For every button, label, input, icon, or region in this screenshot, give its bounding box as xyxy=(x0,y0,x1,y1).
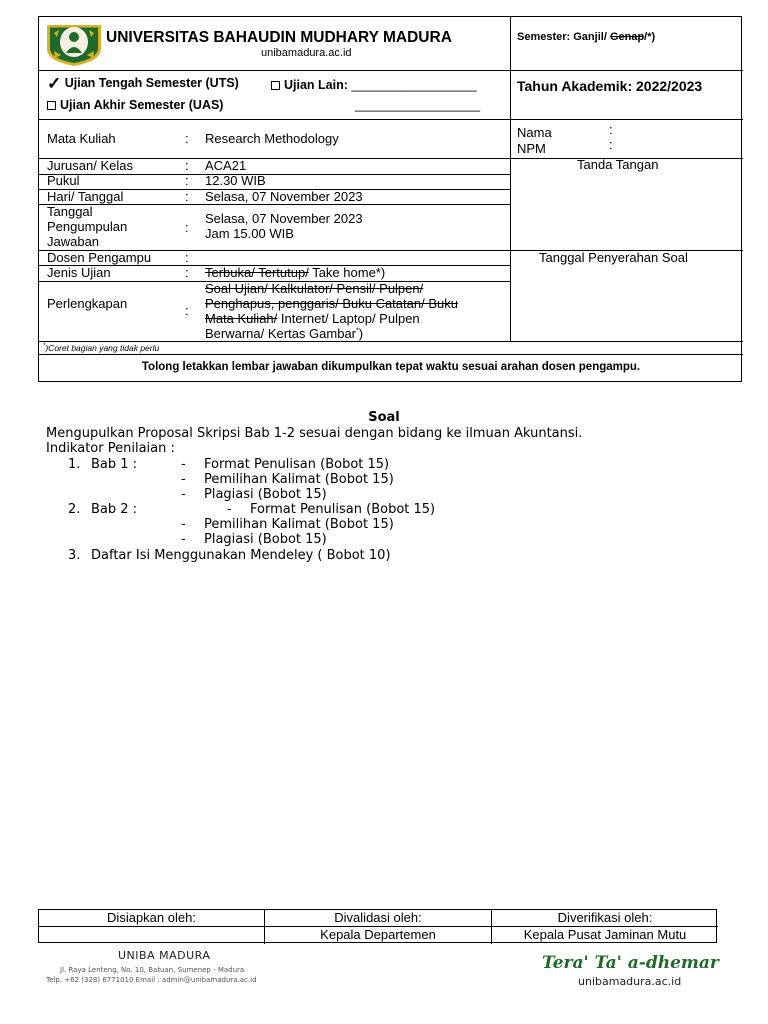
university-logo xyxy=(45,21,103,67)
university-website: unibamadura.ac.id xyxy=(261,47,352,59)
column-divider xyxy=(510,17,511,341)
bullet-dash: - xyxy=(181,532,186,547)
prepared-by-label: Disiapkan oleh: xyxy=(107,910,196,925)
footer-motto: Tera' Ta' a-dhemar xyxy=(542,953,719,973)
jurusan-label: Jurusan/ Kelas xyxy=(47,158,133,173)
semester-suffix: /*) xyxy=(644,31,656,43)
rule xyxy=(39,174,510,175)
perlengkapan-line2: Penghapus, penggaris/ Buku Catatan/ Buku xyxy=(205,296,458,311)
npm-label: NPM xyxy=(517,141,546,156)
soal-title: Soal xyxy=(368,410,400,425)
indicator-heading: Indikator Penilaian : xyxy=(46,441,175,456)
academic-year: Tahun Akademik: 2022/2023 xyxy=(517,78,703,94)
pukul-label: Pukul xyxy=(47,173,80,188)
exam-other-blank: __________________ xyxy=(351,78,477,92)
colon: : xyxy=(185,265,189,280)
mata-kuliah-value: Research Methodology xyxy=(205,131,339,146)
perlengkapan-selected-2: Berwarna/ Kertas Gambar xyxy=(205,326,357,341)
university-name: UNIVERSITAS BAHAUDIN MUDHARY MADURA xyxy=(106,29,452,46)
instruction-text: Tolong letakkan lembar jawaban dikumpulkan tepat waktu sesuai arahan dosen pengampu. xyxy=(141,361,641,373)
checkbox-checked-icon[interactable]: ✓ xyxy=(47,74,62,93)
semester-field xyxy=(517,31,655,43)
tanggal-value-line1: Selasa, 07 November 2023 xyxy=(205,211,363,226)
footer-address: Jl. Raya Lenteng, No. 10, Batuan, Sumenep - Madura xyxy=(60,966,245,974)
footnote-text: )Coret bagian yang tidak perlu xyxy=(45,342,160,353)
tanggal-value-line2: Jam 15.00 WIB xyxy=(205,226,294,241)
exam-other-label: Ujian Lain: xyxy=(284,78,348,92)
mata-kuliah-label: Mata Kuliah xyxy=(47,131,116,146)
exam-uts-option[interactable] xyxy=(47,75,239,92)
bullet-dash: - xyxy=(227,502,232,517)
item-label: Bab 1 : xyxy=(91,457,138,472)
colon: : xyxy=(185,220,189,235)
footer-name: UNIBA MADURA xyxy=(118,949,211,962)
colon: : xyxy=(609,122,613,137)
footer-website: unibamadura.ac.id xyxy=(578,975,682,988)
tanggal-label-line1: Tanggal xyxy=(47,204,93,219)
jenis-struck: Terbuka/ Tertutup/ xyxy=(205,265,309,280)
validated-by-label: Divalidasi oleh: xyxy=(334,910,422,925)
perlengkapan-close: ) xyxy=(358,326,364,341)
tanggal-penyerahan-label: Tanggal Penyerahan Soal xyxy=(539,250,688,265)
semester-label: Semester: Ganjil/ xyxy=(517,31,607,43)
checkbox-icon[interactable] xyxy=(271,81,280,90)
footnote xyxy=(43,343,159,353)
jurusan-value: ACA21 xyxy=(205,158,247,173)
rule xyxy=(39,354,743,355)
jenis-selected: Take home*) xyxy=(308,265,386,280)
exam-uas-label: Ujian Akhir Semester (UAS) xyxy=(60,98,224,112)
criteria-item: Format Penulisan (Bobot 15) xyxy=(250,502,436,517)
rule xyxy=(39,119,743,120)
colon: : xyxy=(609,137,613,152)
perlengkapan-line3 xyxy=(205,312,420,326)
rule xyxy=(39,70,743,71)
jenis-value xyxy=(205,266,385,280)
item-number: 1. xyxy=(68,457,81,472)
perlengkapan-struck: Mata Kuliah/ xyxy=(205,311,278,326)
checkbox-icon[interactable] xyxy=(47,101,56,110)
bullet-dash: - xyxy=(181,517,186,532)
verified-by-label: Diverifikasi oleh: xyxy=(557,910,653,925)
semester-struck: Genap xyxy=(609,31,645,43)
colon: : xyxy=(185,173,189,188)
exam-uas-blank: __________________ xyxy=(355,98,481,112)
exam-uas-option[interactable] xyxy=(47,99,223,113)
exam-other-option[interactable] xyxy=(271,79,477,93)
footer-contact: Telp. +62 (328) 6771010 Email : admin@unibamadura.ac.id xyxy=(46,976,257,984)
verifier-role: Kepala Pusat Jaminan Mutu xyxy=(523,927,687,942)
nama-label: Nama xyxy=(517,125,552,140)
tanggal-label-line2: Pengumpulan xyxy=(47,219,128,234)
bullet-dash: - xyxy=(181,487,186,502)
perlengkapan-label: Perlengkapan xyxy=(47,296,128,311)
item-number: 3. xyxy=(68,548,81,563)
colon: : xyxy=(185,250,189,265)
item-number: 2. xyxy=(68,502,81,517)
exam-uts-label: Ujian Tengah Semester (UTS) xyxy=(64,76,239,90)
validator-role: Kepala Departemen xyxy=(320,927,436,942)
pukul-value: 12.30 WIB xyxy=(205,173,266,188)
perlengkapan-selected: Internet/ Laptop/ Pulpen xyxy=(277,311,420,326)
colon: : xyxy=(185,158,189,173)
colon: : xyxy=(185,303,189,318)
tanda-tangan-label: Tanda Tangan xyxy=(577,157,659,172)
tanggal-label-line3: Jawaban xyxy=(47,234,100,249)
criteria-item: Plagiasi (Bobot 15) xyxy=(204,532,327,547)
hari-value: Selasa, 07 November 2023 xyxy=(205,189,363,204)
criteria-item: Pemilihan Kalimat (Bobot 15) xyxy=(204,472,394,487)
bullet-dash: - xyxy=(181,457,186,472)
bullet-dash: - xyxy=(181,472,186,487)
item-label: Daftar Isi Menggunakan Mendeley ( Bobot 10) xyxy=(91,548,391,563)
footnote-marker: * xyxy=(356,327,359,335)
criteria-item: Pemilihan Kalimat (Bobot 15) xyxy=(204,517,394,532)
colon: : xyxy=(185,131,189,146)
perlengkapan-line1: Soal Ujian/ Kalkulator/ Pensil/ Pulpen/ xyxy=(205,281,424,296)
criteria-item: Format Penulisan (Bobot 15) xyxy=(204,457,390,472)
dosen-label: Dosen Pengampu xyxy=(47,250,152,265)
signature-table xyxy=(38,909,717,943)
criteria-item: Plagiasi (Bobot 15) xyxy=(204,487,327,502)
colon: : xyxy=(185,189,189,204)
footnote-sup: * xyxy=(43,343,46,349)
item-label: Bab 2 : xyxy=(91,502,138,517)
hari-label: Hari/ Tanggal xyxy=(47,189,124,204)
perlengkapan-line4 xyxy=(205,327,363,341)
exam-header-table xyxy=(38,16,742,382)
jenis-label: Jenis Ujian xyxy=(47,265,111,280)
soal-intro: Mengupulkan Proposal Skripsi Bab 1-2 sesuai dengan bidang ke ilmuan Akuntansi. xyxy=(46,426,583,441)
